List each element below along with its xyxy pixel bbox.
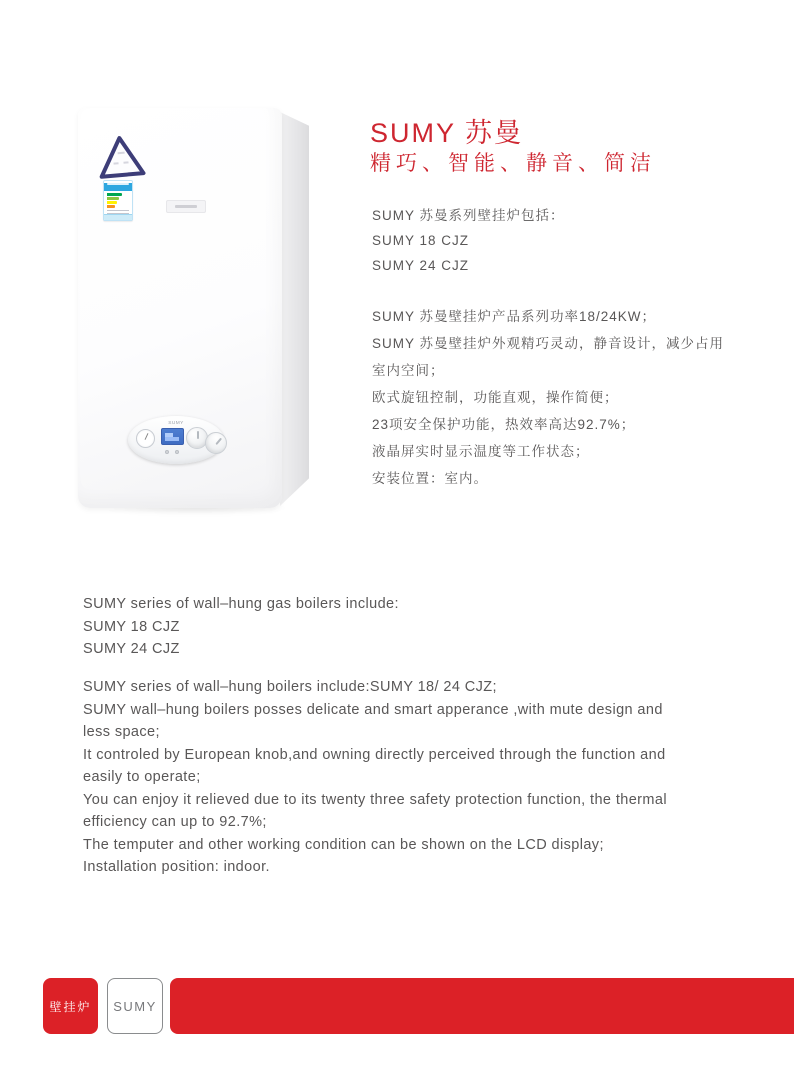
zh-feature-list bbox=[372, 303, 724, 492]
page-title: SUMY 苏曼 bbox=[370, 118, 524, 148]
zh-include-block bbox=[372, 203, 565, 278]
text-line: 室内空间； bbox=[372, 363, 445, 378]
text-line: SUMY 24 CJZ bbox=[83, 641, 180, 657]
text-line: SUMY 苏曼壁挂炉产品系列功率18/24KW； bbox=[372, 309, 657, 324]
energy-label-header bbox=[104, 183, 132, 191]
text-line: SUMY series of wall–hung gas boilers include: bbox=[83, 596, 399, 612]
footer-bar bbox=[170, 978, 794, 1034]
zh-model-list bbox=[372, 228, 565, 278]
text-line: SUMY 苏曼壁挂炉外观精巧灵动，静音设计，减少占用 bbox=[372, 336, 725, 351]
text-line: 液晶屏实时显示温度等工作状态； bbox=[372, 444, 590, 459]
category-badge: 壁挂炉 bbox=[43, 978, 98, 1034]
zh-include-title: SUMY 苏曼系列壁挂炉包括： bbox=[372, 208, 565, 223]
lcd-display bbox=[161, 428, 184, 445]
text-line: 23项安全保护功能，热效率高达92.7%； bbox=[372, 417, 636, 432]
brand-plate bbox=[166, 200, 206, 213]
text-line: The temputer and other working condition can be shown on the LCD display; bbox=[83, 836, 604, 853]
boiler-side-face bbox=[280, 112, 309, 506]
text-line: SUMY wall–hung boilers posses delicate and smart apperance ,with mute design and bbox=[83, 701, 663, 718]
text-line: It controled by European knob,and owning directly perceived through the function and bbox=[83, 746, 666, 763]
control-panel bbox=[128, 416, 224, 464]
text-line: SUMY 18 CJZ bbox=[83, 618, 180, 635]
text-line: SUMY series of wall–hung boilers include:SUMY 18/ 24 CJZ; bbox=[83, 679, 497, 695]
brand-badge: SUMY bbox=[107, 978, 163, 1034]
en-include-list bbox=[83, 593, 399, 661]
text-line: You can enjoy it relieved due to its twenty three safety protection function, the thermal bbox=[83, 791, 667, 808]
energy-efficiency-bars bbox=[104, 191, 132, 208]
text-line: less space; bbox=[83, 724, 160, 740]
text-line: Installation position: indoor. bbox=[83, 859, 270, 875]
text-line: 欧式旋钮控制，功能直观，操作简便； bbox=[372, 390, 619, 405]
text-line: 安装位置：室内。 bbox=[372, 471, 488, 486]
warning-triangle-sticker bbox=[94, 132, 148, 182]
pressure-gauge bbox=[136, 429, 155, 448]
panel-button bbox=[165, 450, 169, 454]
page-subtitle: 精巧、智能、静音、简洁 bbox=[370, 152, 656, 175]
text-line: efficiency can up to 92.7%; bbox=[83, 814, 267, 830]
text-line: SUMY 18 CJZ bbox=[372, 233, 470, 248]
energy-label-footer bbox=[104, 214, 132, 220]
panel-button bbox=[175, 450, 179, 454]
en-feature-list bbox=[83, 676, 667, 879]
text-line: SUMY 24 CJZ bbox=[372, 258, 470, 273]
text-line: easily to operate; bbox=[83, 769, 201, 785]
energy-label-sticker bbox=[103, 180, 133, 221]
panel-brand-label: SUMY bbox=[168, 420, 184, 426]
